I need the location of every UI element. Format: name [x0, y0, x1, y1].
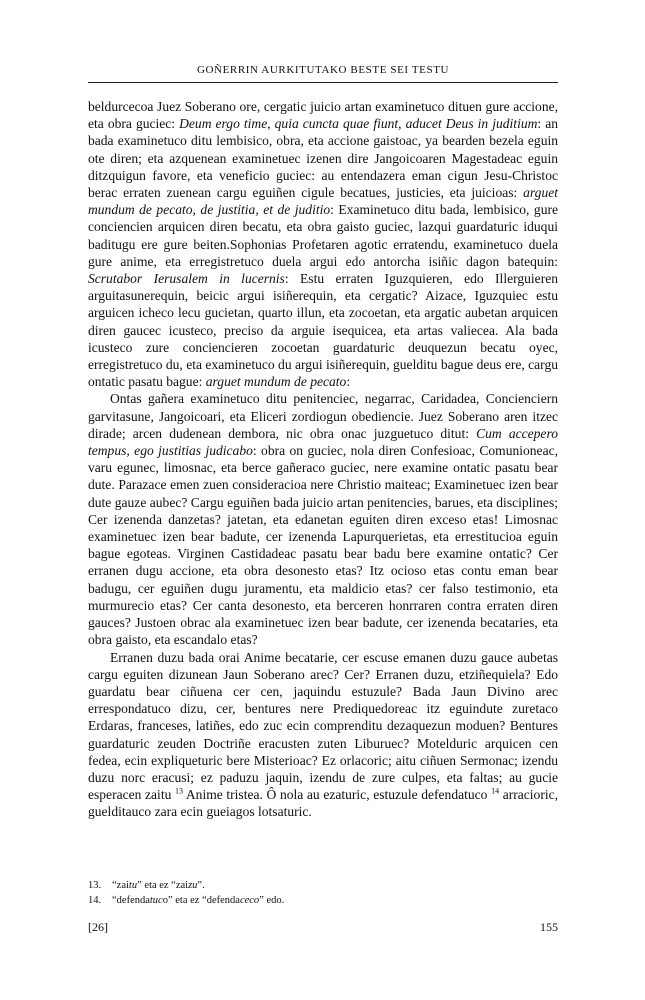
page-number: 155	[540, 920, 558, 934]
footnote-fragment: ” eta ez “zai	[137, 880, 189, 891]
paragraph-3	[88, 649, 558, 821]
paragraph-1-text: :	[346, 374, 351, 390]
footnote-italic: tu	[128, 880, 138, 891]
header-rule	[88, 82, 558, 83]
footnote-number: 14.	[88, 895, 102, 906]
paragraph-1-text: : Examinetuco ditu bada, lembisico, gure conciencien arquicen diren becatu, eta obra gaisto guciec, lazqui guardaturic iduqui baditugu ere gure beiten.Sophonias Profetaren agotic erratendu, examinetuco duela gure anime, eta erregistretuco duela argui edo antorcha isiñic dagon batequin:	[88, 202, 558, 269]
latin-quote: arguet mundum de pecato, de justitia, et de juditio	[88, 185, 558, 218]
paragraph-2-text: : obra on guciec, nola diren Confesioac, Comunioneac, varu egunec, limosnac, eta berce gañeraco guciec, nere examine ontatic pasatu bear dute. Parazace emen zuen consideracioa nere Christio maiteac; Examinetuec izen bear dute gauze aubec? Cargu eguiñen bada juicio artan penitencies, barues, eta disciplines; Cer izenenda danzetas? jatetan, eta edanetan eguiten diren exceso etas! Limosnac examinetuec izen bear badute, cer izenenda Lapurquerietas, eta errestitucioa eguin bague egoteas. Virginen Castidadeac pasatu bear badu bere examine ontatic? Cer erranen dugu accione, eta obra desonesto etas? Itz ocioso etas contu eman bear badugu, cer eguiñen dugu juramentu, eta maldicio etas? cer falso testimonio, eta murmurecio etas? Cer canta desonesto, eta berceren honrraren contra erraten diren gauces? Justoen obrac ala examinetuec izen bear badute, cer izenenda becataries, eta obra gaisto, eta escandalo etas?	[88, 443, 558, 648]
footnote-fragment: ” edo.	[259, 895, 285, 906]
footnote-marker-13: 13	[175, 786, 183, 796]
footnote-number: 13.	[88, 880, 102, 891]
footnote-fragment: o” eta ez “defenda	[162, 895, 240, 906]
footnote-italic: zu	[188, 880, 198, 891]
paragraph-2-text: Ontas gañera examinetuco ditu penitenciec, negarrac, Caridadea, Concienciern garvitasune, Jangoicoari, eta Eliceri zordiogun obediencie. Juez Soberano aren itzec dirade; arcen dudenean dembora, nic obra onac juzguetuco ditut:	[88, 391, 558, 441]
footnotes	[88, 878, 558, 908]
bracket-page-number: [26]	[88, 920, 108, 934]
footnote-italic: tuc	[149, 895, 163, 906]
paragraph-2	[88, 390, 558, 648]
paragraph-3-text: Erranen duzu bada orai Anime becatarie, cer escuse emanen duzu gauce aubetas cargu eguiten dizunean Jaun Soberano arec? Cer? Erranen duzu, etziñequiela? Edo guardatu bear ciñuena cer cen, jaquindu estuzule? Bada Jaun Divino arec errespondatuco dizu, cer, bentures nere Prediquedoreac itz eguindute zuretaco Erdaras, franceses, latiñes, edo zuc ecin comprenditu dezaquezun moduen? Bentures guardaturic zeuden Doctriñe eracusten zuten Liburuec? Motelduric arquicen cen fedea, ecin expliqueturic bere Misterioac? Ez orlacoric; aitu ciñuen Sermonac; izendu duzu norc eracusi; ez paduzu jaquin, izendu de zure culpes, eta faltas; au gucie esperacen zaitu	[88, 649, 558, 803]
latin-quote: Cum accepero tempus, ego justitias judicabo	[88, 425, 558, 459]
footnote-fragment: “zai	[112, 880, 129, 891]
latin-quote: Scrutabor Ierusalem in lucernis	[88, 271, 285, 287]
footnote-fragment: ”.	[197, 880, 205, 891]
footnote-text	[112, 893, 284, 908]
latin-quote: Deum ergo time, quia cuncta quae fiunt, aducet Deus in juditium	[179, 116, 538, 132]
paragraph-1-text: : an bada examinetuco ditu lembisico, obra, eta accione gaistoac, ya bearden bezela eguin ote diren; eta azquenean examinetuec izenen dire Jangoicoaren Magestadeac eguin ditzquigun favore, eta veneficio guciec: au entendazera eman cigun Jesu-Christoc berac erraten zuenean cargu eguiñen cigule becatues, justicies, eta juicioas:	[88, 116, 558, 201]
main-text	[88, 98, 558, 821]
paragraph-1	[88, 98, 558, 390]
footnote-fragment: “defenda	[112, 895, 150, 906]
running-header: GOÑERRIN AURKITUTAKO BESTE SEI TESTU	[196, 64, 450, 76]
paragraph-3-text: arracioric, guelditauco zara ecin gueiagos lotsaturic.	[88, 787, 558, 820]
footnote-marker-14: 14	[491, 786, 500, 796]
paragraph-3-text: Anime tristea. Ô nola au ezaturic, estuzule defendatuco	[183, 787, 492, 803]
footnote-14	[88, 893, 558, 908]
paragraph-1-text: beldurcecoa Juez Soberano ore, cergatic juicio artan examinetuco dituen gure accione, eta obra guciec:	[88, 99, 558, 132]
footnote-13	[88, 878, 558, 893]
footnote-italic: ceco	[239, 895, 260, 906]
latin-quote: arguet mundum de pecato	[205, 374, 347, 390]
footnote-text	[112, 878, 205, 893]
paragraph-1-text: : Estu erraten Iguzquieren, edo Illerguieren arguitasunerequin, beicic argui isiñerequin, eta cergatic? Aizace, Iguzquiec estu arguicen icheco lecu gucietan, quarto illun, eta zocoetan, eta argatic aubetan arquicen diren gaucec icusteco, preciso da arguie isequicea, eta artas valiecea. Ala bada icusteco zure conciencieren zocoetan guardaturic deuquezun becatu oyec, erregistretuco du, eta examinetuco du argui isiñerequin, guelditu bague deus ere, cargu ontatic pasatu bague:	[88, 271, 558, 390]
